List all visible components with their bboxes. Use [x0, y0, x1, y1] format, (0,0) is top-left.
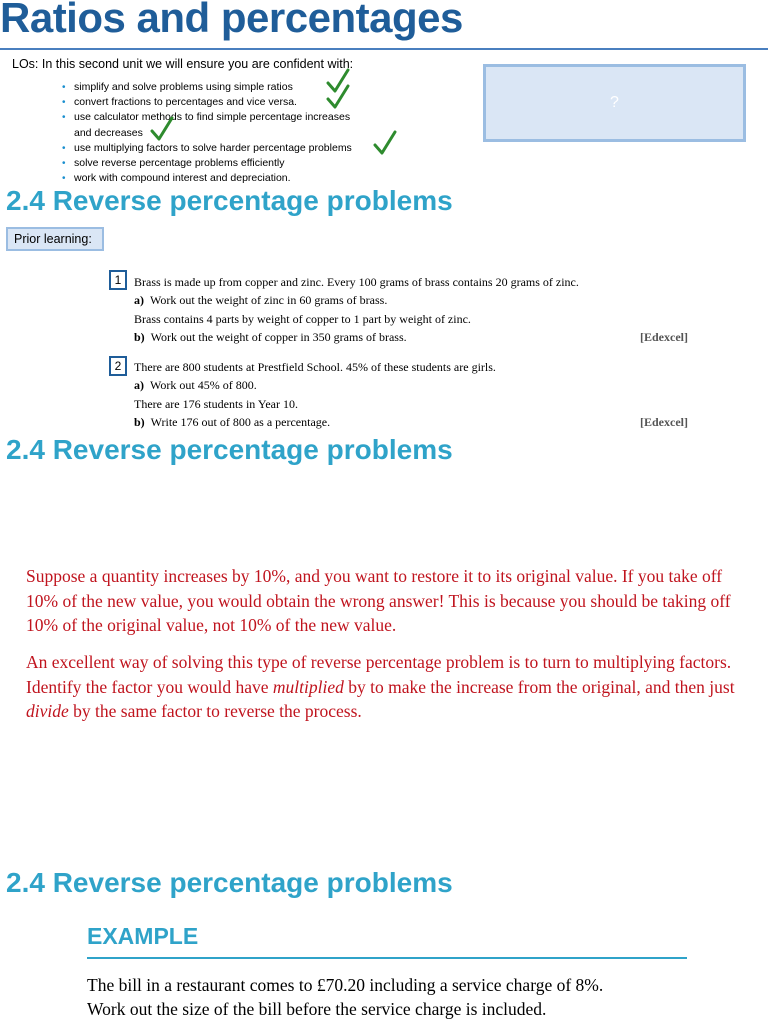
question-box: [483, 64, 746, 142]
bullet-icon: •: [62, 142, 66, 154]
question-mark: ?: [610, 94, 619, 111]
question-number: 2: [109, 356, 127, 376]
question-source: [Edexcel]: [640, 330, 688, 344]
question-part: b) Write 176 out of 800 as a percentage.: [134, 415, 331, 429]
checkmark-icon: [326, 84, 350, 110]
question-number: 1: [109, 270, 127, 290]
explanation-paragraph: An excellent way of solving this type of reverse percentage problem is to turn to multiplying factors. Identify the factor you would have multiplied by to make the increase from the original, and then just divide by the same factor to reverse the process.: [26, 652, 735, 721]
checkmark-icon: [150, 116, 174, 142]
question-part: b) Work out the weight of copper in 350 grams of brass.: [134, 330, 407, 344]
section-heading: 2.4 Reverse percentage problems: [6, 867, 453, 898]
objective-item-continuation: and decreases: [74, 126, 143, 139]
question-text: Brass contains 4 parts by weight of copper to 1 part by weight of zinc.: [134, 312, 471, 326]
question-part: a) Work out 45% of 800.: [134, 378, 257, 392]
objective-item: • use multiplying factors to solve harder percentage problems: [62, 141, 352, 156]
prior-learning-label: Prior learning:: [6, 227, 104, 251]
example-label: EXAMPLE: [87, 923, 199, 949]
explanation-paragraph: Suppose a quantity increases by 10%, and you want to restore it to its original value. If you take off 10% of the new value, you would obtain the wrong answer! This is because you should be taking off 10% of the original value, not 10% of the new value.: [26, 566, 731, 635]
question-text: There are 800 students at Prestfield School. 45% of these students are girls.: [134, 360, 496, 374]
bullet-icon: •: [62, 158, 66, 170]
objective-item: • convert fractions to percentages and vice versa.: [62, 95, 352, 110]
question-part: a) Work out the weight of zinc in 60 grams of brass.: [134, 293, 388, 307]
bullet-icon: •: [62, 112, 66, 124]
objective-item: • use calculator methods to find simple percentage increases: [62, 110, 352, 125]
objective-item: • work with compound interest and depreciation.: [62, 171, 352, 186]
section-heading: 2.4 Reverse percentage problems: [6, 185, 453, 216]
objective-item: • solve reverse percentage problems efficiently: [62, 156, 352, 171]
bullet-icon: •: [62, 97, 66, 109]
question-text: There are 176 students in Year 10.: [134, 397, 298, 411]
bullet-icon: •: [62, 173, 66, 185]
example-text: The bill in a restaurant comes to £70.20 including a service charge of 8%.: [87, 975, 604, 995]
question-source: [Edexcel]: [640, 415, 688, 429]
learning-objectives-list: [62, 80, 352, 186]
question-text: Brass is made up from copper and zinc. Every 100 grams of brass contains 20 grams of zinc.: [134, 275, 579, 289]
example-divider: [87, 957, 687, 959]
learning-objectives-intro: LOs: In this second unit we will ensure you are confident with:: [12, 57, 354, 71]
bullet-icon: •: [62, 82, 66, 93]
title-divider: [0, 48, 768, 50]
objective-item: • simplify and solve problems using simple ratios: [62, 80, 352, 95]
checkmark-icon: [373, 130, 397, 156]
example-text: Work out the size of the bill before the service charge is included.: [87, 999, 547, 1019]
page-title: Ratios and percentages: [0, 0, 463, 41]
section-heading: 2.4 Reverse percentage problems: [6, 434, 453, 465]
